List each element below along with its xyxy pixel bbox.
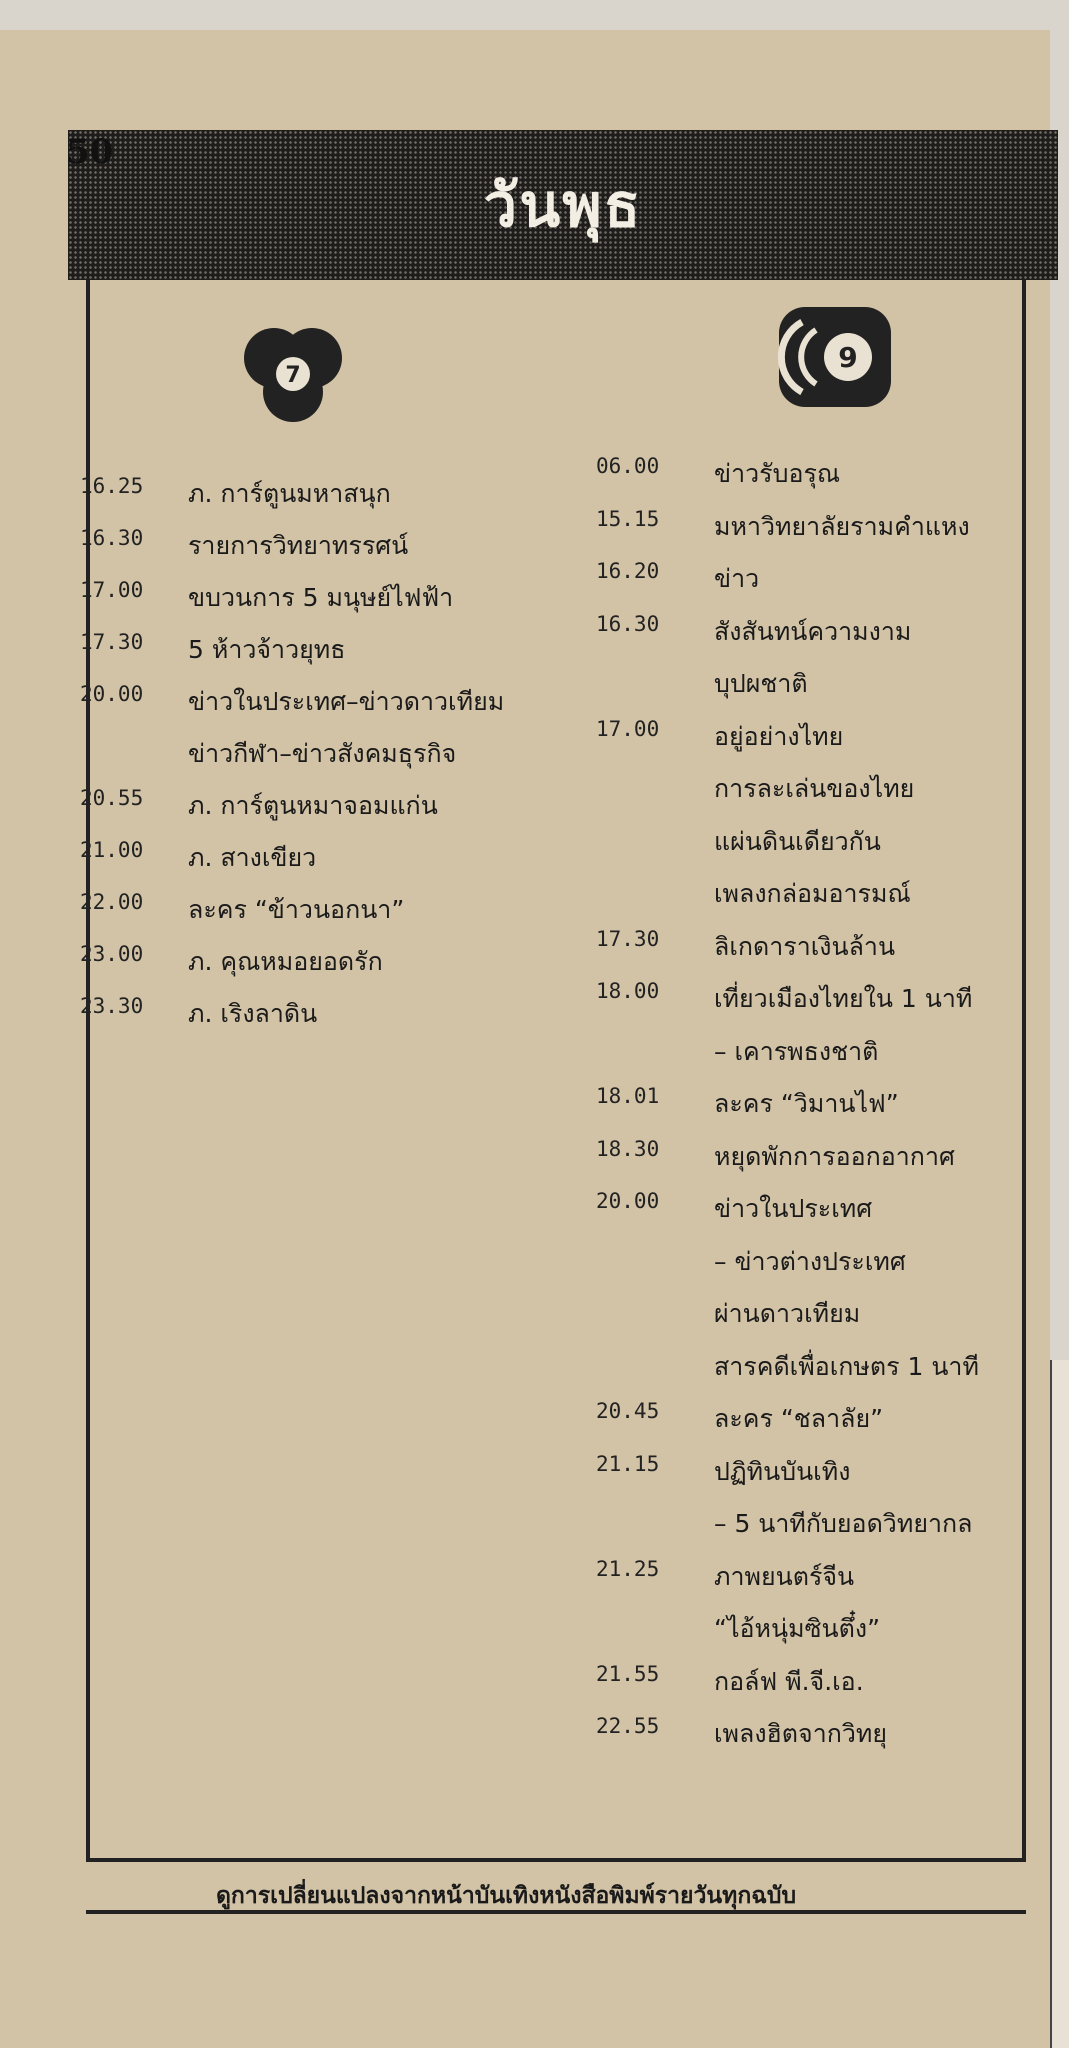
program-line: การละเล่นของไทย xyxy=(714,774,915,803)
schedule-time: 16.20 xyxy=(596,559,660,583)
schedule-row xyxy=(80,936,560,988)
schedule-time: 21.25 xyxy=(596,1556,660,1581)
program-title xyxy=(188,884,404,936)
program-title xyxy=(714,501,970,554)
schedule-row xyxy=(596,501,1016,554)
program-line: เพลงฮิตจากวิทยุ xyxy=(714,1719,888,1748)
schedule-row xyxy=(80,468,560,520)
program-title xyxy=(714,711,914,921)
schedule-time: 16.30 xyxy=(80,526,144,550)
program-title xyxy=(188,468,391,520)
schedule-row xyxy=(596,921,1016,974)
schedule-row xyxy=(596,553,1016,606)
schedule-row xyxy=(596,1393,1016,1446)
schedule-time: 21.55 xyxy=(596,1661,660,1686)
day-title: วันพุธ xyxy=(483,170,643,241)
schedule-time: 20.55 xyxy=(80,786,144,810)
adjacent-page-edge xyxy=(1050,1360,1069,2048)
schedule-row xyxy=(80,624,560,676)
program-title xyxy=(188,624,346,676)
program-title xyxy=(188,780,438,832)
program-title xyxy=(188,832,316,884)
schedule-time: 20.00 xyxy=(596,1189,660,1213)
program-line: ภ. การ์ตูนมหาสนุก xyxy=(188,479,391,508)
program-title xyxy=(188,988,317,1040)
schedule-time: 22.00 xyxy=(80,890,144,914)
program-line: สารคดีเพื่อเกษตร 1 นาที xyxy=(714,1351,979,1381)
schedule-time: 22.55 xyxy=(596,1714,660,1738)
schedule-time: 16.25 xyxy=(80,474,144,498)
program-title xyxy=(714,606,911,711)
schedule-time: 23.00 xyxy=(80,942,144,966)
program-line: ละคร “ข้าวนอกนา” xyxy=(188,895,405,924)
program-line: – เคารพธงชาติ xyxy=(714,1036,879,1066)
schedule-time: 20.00 xyxy=(80,682,144,706)
schedule-row xyxy=(596,606,1016,711)
program-title xyxy=(188,520,408,572)
schedule-row xyxy=(80,520,560,572)
footer-rule xyxy=(86,1910,1026,1914)
channel-7-logo xyxy=(238,320,348,430)
schedule-time: 18.00 xyxy=(596,979,660,1003)
program-line: ปฏิทินบันเทิง xyxy=(714,1456,851,1486)
program-title xyxy=(188,676,504,780)
schedule-time: 23.30 xyxy=(80,994,144,1018)
program-line: ภาพยนตร์จีน xyxy=(714,1561,855,1591)
program-line: เที่ยวเมืองไทยใน 1 นาที xyxy=(714,984,973,1013)
program-line: 5 ห้าวจ้าวยุทธ xyxy=(188,635,346,664)
schedule-time: 18.01 xyxy=(596,1084,660,1108)
program-title xyxy=(714,1551,880,1656)
program-line: รายการวิทยาทรรศน์ xyxy=(188,531,409,560)
program-line: ข่าวในประเทศ–ข่าวดาวเทียม xyxy=(188,687,505,716)
schedule-time: 17.00 xyxy=(596,716,660,741)
schedule-time: 21.15 xyxy=(596,1451,660,1476)
schedule-time: 18.30 xyxy=(596,1136,660,1161)
program-line: แผ่นดินเดียวกัน xyxy=(714,826,881,856)
program-line: ข่าว xyxy=(714,564,760,593)
schedule-time: 17.30 xyxy=(80,630,144,654)
program-line: ภ. เริงลาดิน xyxy=(188,999,318,1028)
schedule-row xyxy=(80,676,560,780)
program-line: “ไอ้หนุ่มซินตึ๋ง” xyxy=(714,1614,881,1643)
schedule-row xyxy=(596,1551,1016,1656)
program-line: ภ. คุณหมอยอดรัก xyxy=(188,947,383,976)
schedule-row xyxy=(596,711,1016,921)
schedule-row xyxy=(596,973,1016,1078)
program-title xyxy=(714,553,759,606)
program-line: – 5 นาทีกับยอดวิทยากล xyxy=(714,1509,973,1538)
program-line: กอล์ฟ พี.จี.เอ. xyxy=(714,1666,864,1696)
channel-9-schedule xyxy=(596,448,1016,1761)
schedule-row xyxy=(80,988,560,1040)
schedule-time: 17.30 xyxy=(596,926,660,951)
program-line: อยู่อย่างไทย xyxy=(714,721,844,751)
schedule-row xyxy=(596,448,1016,501)
program-line: มหาวิทยาลัยรามคำแหง xyxy=(714,511,970,541)
channel-9-logo xyxy=(776,304,894,410)
program-line: ละคร “วิมานไฟ” xyxy=(714,1089,899,1118)
schedule-time: 20.45 xyxy=(596,1399,660,1423)
program-line: ภ. การ์ตูนหมาจอมแก่น xyxy=(188,791,438,820)
program-line: หยุดพักการออกอากาศ xyxy=(714,1141,955,1171)
channel-9-logo-text: 9 xyxy=(838,341,858,374)
program-title xyxy=(714,448,840,501)
program-title xyxy=(188,572,453,624)
schedule-row xyxy=(596,1446,1016,1551)
program-title xyxy=(714,1656,864,1709)
footer-note: ดูการเปลี่ยนแปลงจากหน้าบันเทิงหนังสือพิมพ์รายวันทุกฉบับ xyxy=(216,1883,797,1909)
program-line: ลิเกดาราเงินล้าน xyxy=(714,931,896,961)
schedule-row xyxy=(80,780,560,832)
program-line: ขบวนการ 5 มนุษย์ไฟฟ้า xyxy=(188,583,454,612)
program-line: เพลงกล่อมอารมณ์ xyxy=(714,879,911,908)
program-line: – ข่าวต่างประเทศ xyxy=(714,1246,906,1276)
schedule-row xyxy=(596,1708,1016,1761)
schedule-time: 16.30 xyxy=(596,611,660,636)
schedule-row xyxy=(596,1183,1016,1393)
program-line: ภ. สางเขียว xyxy=(188,843,317,872)
program-title xyxy=(714,1131,955,1184)
schedule-row xyxy=(596,1078,1016,1131)
page-number: 50 xyxy=(66,132,114,172)
schedule-time: 17.00 xyxy=(80,578,144,602)
program-line: ข่าวในประเทศ xyxy=(714,1194,873,1223)
program-title xyxy=(714,921,895,974)
program-title xyxy=(714,1078,899,1131)
channel-7-schedule xyxy=(80,468,560,1040)
program-line: สังสันทน์ความงาม xyxy=(714,616,912,646)
program-title xyxy=(714,973,972,1078)
schedule-row xyxy=(80,572,560,624)
program-title xyxy=(714,1708,887,1761)
schedule-time: 21.00 xyxy=(80,838,144,862)
schedule-row xyxy=(596,1131,1016,1184)
channel-7-logo-text: 7 xyxy=(285,363,301,388)
schedule-row xyxy=(80,832,560,884)
schedule-time: 15.15 xyxy=(596,506,660,531)
day-header xyxy=(68,130,1058,280)
program-title xyxy=(714,1393,883,1446)
program-title xyxy=(714,1183,979,1393)
schedule-time: 06.00 xyxy=(596,454,660,478)
program-line: ละคร “ชลาลัย” xyxy=(714,1404,884,1433)
program-line: ผ่านดาวเทียม xyxy=(714,1299,861,1328)
program-line: ข่าวกีฬา–ข่าวสังคมธุรกิจ xyxy=(188,739,457,768)
schedule-row xyxy=(80,884,560,936)
program-title xyxy=(188,936,383,988)
program-title xyxy=(714,1446,972,1551)
schedule-row xyxy=(596,1656,1016,1709)
program-line: บุปผชาติ xyxy=(714,669,808,698)
program-line: ข่าวรับอรุณ xyxy=(714,459,841,488)
